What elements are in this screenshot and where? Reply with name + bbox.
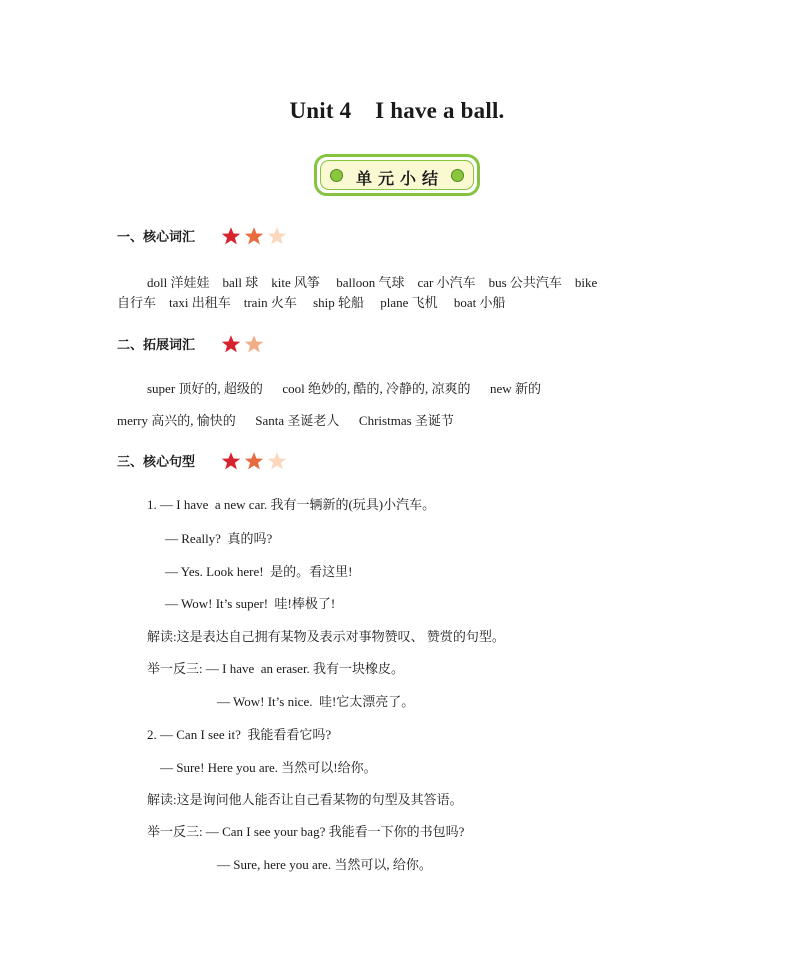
- explanation-line: 解读:这是表达自己拥有某物及表示对事物赞叹、 赞赏的句型。: [147, 629, 505, 644]
- practice-line: 举一反三: — Can I see your bag? 我能看一下你的书包吗?: [147, 824, 465, 839]
- vocabulary-line: super 顶好的, 超级的 cool 绝妙的, 酷的, 冷静的, 凉爽的 new 新的: [147, 381, 541, 396]
- section-heading-extended-vocabulary: 二、拓展词汇: [117, 337, 196, 352]
- star-icon: [221, 334, 241, 354]
- sentence-line: — Wow! It’s super! 哇!棒极了!: [165, 596, 336, 611]
- star-icon: [244, 226, 264, 246]
- badge-label: 单元小结: [355, 169, 444, 188]
- star-rating: [221, 451, 286, 471]
- star-rating: [221, 226, 286, 246]
- sentence-line: 1. — I have a new car. 我有一辆新的(玩具)小汽车。: [147, 497, 436, 512]
- green-dot-icon: [451, 169, 464, 182]
- practice-line: — Wow! It’s nice. 哇!它太漂亮了。: [217, 694, 415, 709]
- star-rating: [221, 334, 263, 354]
- star-icon: [221, 226, 241, 246]
- vocabulary-line: merry 高兴的, 愉快的 Santa 圣诞老人 Christmas 圣诞节: [117, 413, 454, 428]
- star-icon: [244, 334, 264, 354]
- sentence-line: — Sure! Here you are. 当然可以!给你。: [160, 760, 377, 775]
- section-heading-core-sentences: 三、核心句型: [117, 454, 196, 469]
- sentence-line: 2. — Can I see it? 我能看看它吗?: [147, 727, 332, 742]
- sentence-line: — Yes. Look here! 是的。看这里!: [165, 564, 353, 579]
- star-icon: [267, 451, 287, 471]
- star-icon: [244, 451, 264, 471]
- page-title: Unit 4 I have a ball.: [289, 98, 505, 123]
- practice-line: 举一反三: — I have an eraser. 我有一块橡皮。: [147, 661, 405, 676]
- vocabulary-line: 自行车 taxi 出租车 train 火车 ship 轮船 plane 飞机 boat 小船: [117, 295, 506, 310]
- sentence-line: — Really? 真的吗?: [165, 531, 273, 546]
- explanation-line: 解读:这是询问他人能否让自己看某物的句型及其答语。: [147, 792, 463, 807]
- vocabulary-line: doll 洋娃娃 ball 球 kite 风筝 balloon 气球 car 小汽车 bus 公共汽车 bike: [147, 275, 598, 290]
- unit-summary-badge: [314, 154, 480, 196]
- star-icon: [221, 451, 241, 471]
- section-heading-core-vocabulary: 一、核心词汇: [117, 229, 196, 244]
- star-icon: [267, 226, 287, 246]
- practice-line: — Sure, here you are. 当然可以, 给你。: [217, 857, 432, 872]
